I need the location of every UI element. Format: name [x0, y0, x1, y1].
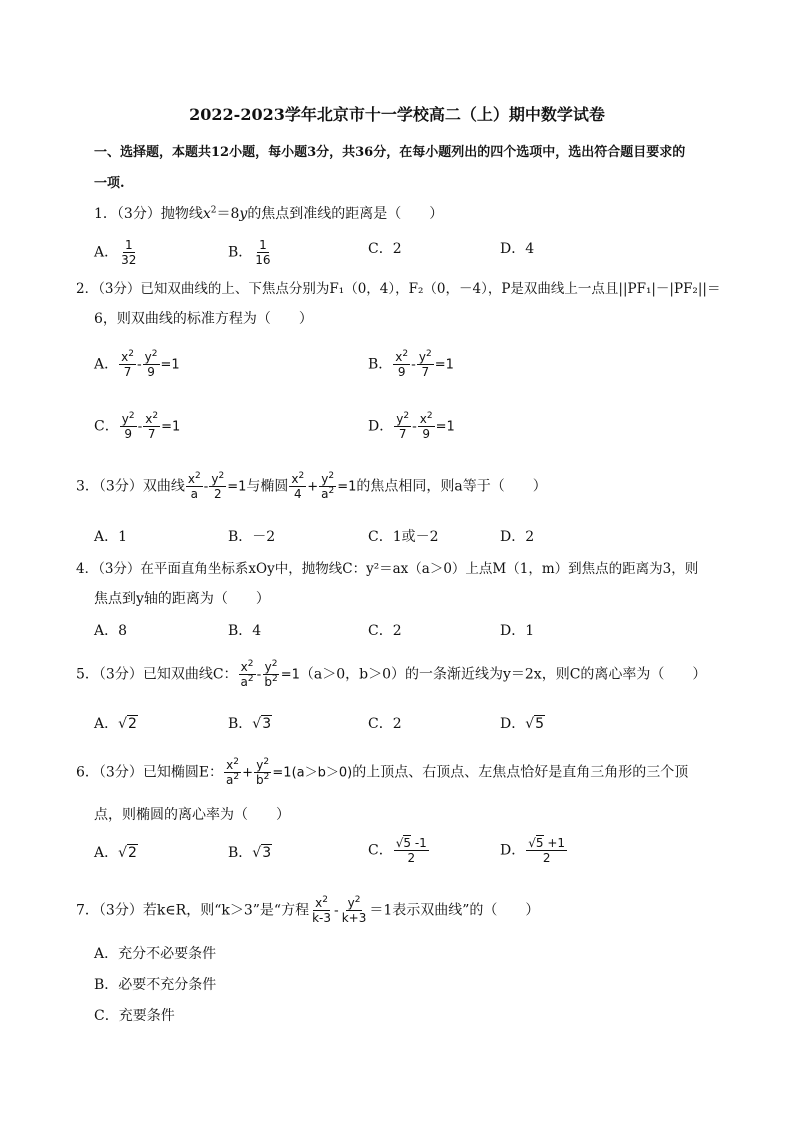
question-2-line1: 2．（3分）已知双曲线的上、下焦点分别为F₁（0，4），F₂（0，－4），P是双曲线上一点且||PF₁|－|PF₂||＝ — [76, 281, 721, 297]
q7-option-a: A．充分不必要条件 — [94, 946, 217, 962]
question-4-line2: 焦点到y轴的距离为（ ） — [94, 591, 270, 607]
q3-option-a: A．1 — [94, 529, 128, 545]
question-5: 5．（3分）已知双曲线C： $\frac{x^2}{a^2}$ - $\frac{y^2}{b^2}$ =1（a＞0，b＞0）的一条渐近线为y＝2x，则C的离心率为（ ） — [76, 659, 707, 689]
q6-option-a: A．√2 — [94, 845, 137, 861]
q6-option-b: B．√3 — [228, 845, 272, 861]
q4-option-d: D．1 — [500, 623, 535, 639]
q4-option-a: A．8 — [94, 623, 128, 639]
q2-option-b: B． $\frac{x^2}{9}$ - $\frac{y^2}{7}$ =1 — [368, 349, 454, 379]
q5-option-b: B．√3 — [228, 716, 272, 732]
q7-option-c: C．充要条件 — [94, 1008, 175, 1024]
q5-option-a: A．√2 — [94, 716, 137, 732]
question-4-line1: 4．（3分）在平面直角坐标系xOy中，抛物线C：y²＝ax（a＞0）上点M（1，m）到焦点的距离为3，则 — [76, 561, 699, 577]
q6-option-d: D． $\frac{√5 +1}{2}$ — [500, 836, 566, 865]
question-7: 7．（3分）若k∈R，则“k＞3”是“方程 $\frac{x^2}{k-3}$ - $\frac{y^2}{k+3}$ ＝1表示双曲线”的（ ） — [76, 895, 540, 925]
q1-option-b: B． $\frac{1}{16}$ — [228, 238, 271, 267]
q2-option-c: C． $\frac{y^2}{9}$ - $\frac{x^2}{7}$ =1 — [94, 411, 181, 441]
q3-option-d: D．2 — [500, 529, 535, 545]
q4-option-b: B．4 — [228, 623, 262, 639]
q3-option-c: C．1或－2 — [368, 529, 439, 545]
q1-option-a: A． $\frac{1}{32}$ — [94, 238, 137, 267]
q5-option-d: D．√5 — [500, 716, 545, 732]
q7-option-b: B．必要不充分条件 — [94, 977, 217, 993]
section-header-line2: 一项. — [94, 176, 125, 191]
q1-option-c: C．2 — [368, 241, 402, 257]
question-6-line2: 点，则椭圆的离心率为（ ） — [94, 807, 290, 823]
q3-option-b: B．－2 — [228, 529, 276, 545]
question-3: 3．（3分）双曲线 $\frac{x^2}{a}$ - $\frac{y^2}{2}$ =1与椭圆 $\frac{x^2}{4}$ + $\frac{y^2}{a^2}$ =1的焦点相同，则a等于（ ） — [76, 471, 547, 501]
question-2-line2: 6，则双曲线的标准方程为（ ） — [94, 311, 313, 327]
section-header-line1: 一、选择题，本题共12小题，每小题3分，共36分，在每小题列出的四个选项中，选出符合题目要求的 — [94, 145, 686, 160]
q6-option-c: C． $\frac{√5 -1}{2}$ — [368, 836, 427, 865]
question-6-line1: 6．（3分）已知椭圆E： $\frac{x^2}{a^2}$ + $\frac{y^2}{b^2}$ =1(a＞b＞0)的上顶点、右顶点、左焦点恰好是直角三角形的三个顶 — [76, 757, 689, 787]
page-title: 2022-2023学年北京市十一学校高二（上）期中数学试卷 — [189, 105, 605, 124]
q2-option-d: D． $\frac{y^2}{7}$ - $\frac{x^2}{9}$ =1 — [368, 411, 455, 441]
q4-option-c: C．2 — [368, 623, 402, 639]
question-1: 1．（3分）抛物线$x^2=8y$的焦点到准线的距离是（ ） — [94, 205, 444, 222]
q5-option-c: C．2 — [368, 716, 402, 732]
q1-option-d: D．4 — [500, 241, 535, 257]
q2-option-a: A． $\frac{x^2}{7}$ - $\frac{y^2}{9}$ =1 — [94, 349, 180, 379]
